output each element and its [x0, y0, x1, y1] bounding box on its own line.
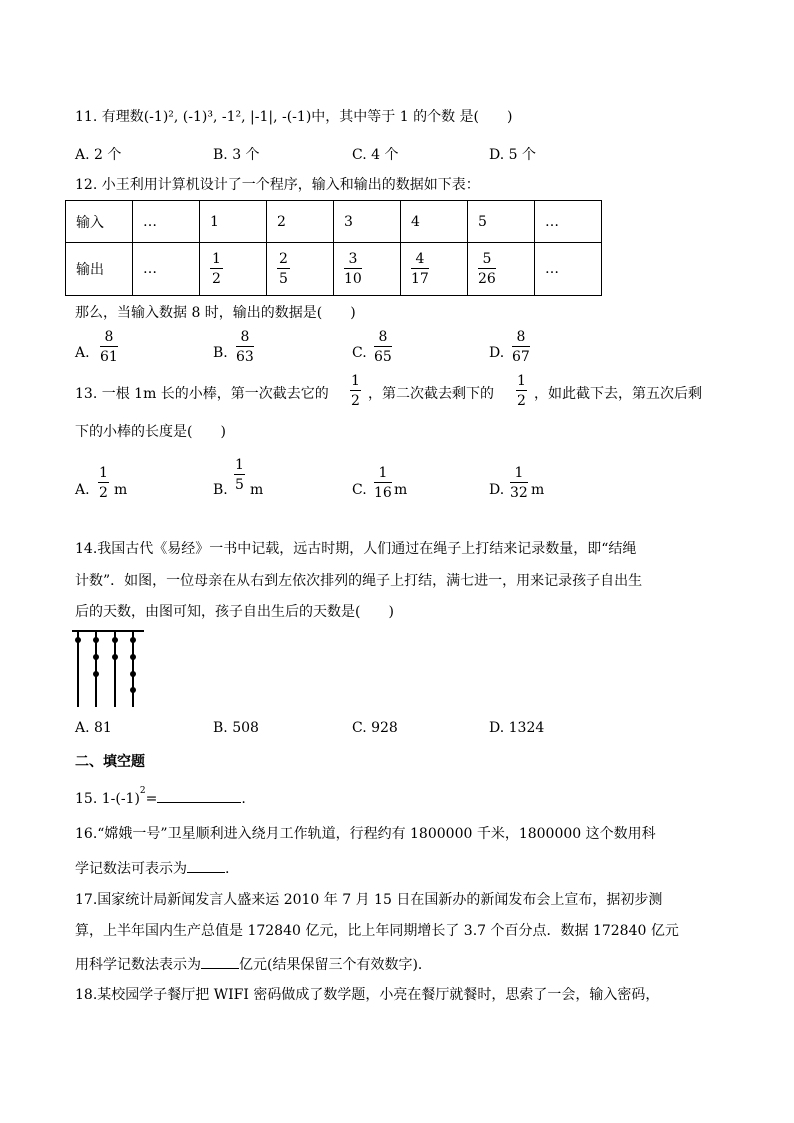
q13-line2: 下的小棒的长度是( ): [75, 424, 226, 440]
fraction: $\frac{4}{17}$: [411, 251, 429, 287]
output-cell: [401, 243, 468, 296]
q14-option-b[interactable]: B. 508: [213, 720, 259, 736]
input-cell: 1: [200, 201, 267, 243]
q12-number: 12.: [75, 177, 98, 193]
output-label: 输出: [66, 243, 133, 296]
knot: [130, 637, 136, 643]
output-row: [66, 243, 602, 296]
q14-option-d[interactable]: D. 1324: [489, 720, 545, 736]
q11-expression: (-1)², (-1)³, -1², |-1|, -(-1): [143, 109, 312, 125]
input-cell: 4: [401, 201, 468, 243]
q12-line: [75, 178, 480, 192]
q12-stem: 小王利用计算机设计了一个程序，输入和输出的数据如下表：: [101, 177, 480, 193]
q13-option-d[interactable]: D.: [489, 482, 505, 498]
knot: [130, 687, 136, 693]
output-cell: [267, 243, 334, 296]
q13-option-c-fraction: $\frac{1}{16}$: [374, 465, 392, 501]
input-cell: 2: [267, 201, 334, 243]
knot: [112, 637, 118, 643]
input-cell: …: [535, 201, 602, 243]
input-cell: 5: [468, 201, 535, 243]
q12-followup: 那么，当输入数据 8 时，输出的数据是( ): [75, 305, 356, 321]
fraction: $\frac{5}{26}$: [478, 251, 496, 287]
q13-option-c-unit: m: [394, 482, 408, 498]
section-title: 二、填空题: [75, 754, 145, 770]
q15-line: 15. $1-(-1)^2=$ .: [75, 786, 246, 807]
q13-line1-part3: ，如此截下去，第五次后剩: [534, 386, 702, 402]
q11-option-a[interactable]: A. 2 个: [75, 147, 122, 163]
q11-option-b[interactable]: B. 3 个: [213, 147, 260, 163]
knot: [93, 671, 99, 677]
q17-answer-blank[interactable]: [201, 956, 239, 969]
io-table: [65, 200, 602, 296]
q13-line1-part1: 13. 一根 1m 长的小棒，第一次截去它的: [75, 386, 329, 402]
q11-option-c[interactable]: C. 4 个: [352, 147, 399, 163]
q14-line1: 14.我国古代《易经》一书中记载，远古时期，人们通过在绳子上打结来记录数量，即“结绳: [75, 541, 637, 557]
fraction: $\frac{3}{10}$: [344, 251, 362, 287]
q16-line2: 学记数法可表示为 .: [75, 861, 230, 877]
q16-answer-blank[interactable]: [187, 860, 225, 873]
knot: [112, 654, 118, 660]
q11-option-d[interactable]: D. 5 个: [489, 147, 536, 163]
q14-line2: 计数”．如图，一位母亲在从右到左依次排列的绳子上打结，满七进一，用来记录孩子自出生: [75, 573, 643, 589]
input-label: 输入: [66, 201, 133, 243]
q12-option-b-fraction: $\frac{8}{63}$: [236, 329, 254, 365]
q13-option-d-unit: m: [531, 482, 545, 498]
q13-option-a-unit: m: [114, 482, 128, 498]
input-row: [66, 201, 602, 243]
knot-rope-figure: [70, 627, 150, 709]
q11-number: 11.: [75, 109, 98, 125]
q14-option-c[interactable]: C. 928: [352, 720, 398, 736]
output-cell: [334, 243, 401, 296]
output-cell: …: [535, 243, 602, 296]
q13-line1-part2: ，第二次截去剩下的: [368, 386, 494, 402]
output-cell: [468, 243, 535, 296]
q15-expression: $1-(-1)^2=$: [101, 786, 158, 807]
q13-option-a[interactable]: A.: [75, 482, 90, 498]
q13-option-b-unit: m: [250, 482, 264, 498]
q11-stem: 有理数: [101, 109, 144, 125]
q12-option-c[interactable]: C.: [352, 345, 367, 361]
q17-line2: 算，上半年国内生产总值是 172840 亿元，比上年同期增长了 3.7 个百分点．数据 172840 亿元: [75, 923, 679, 939]
output-cell: …: [133, 243, 200, 296]
q13-option-c[interactable]: C.: [352, 482, 367, 498]
q14-option-a[interactable]: A. 81: [75, 720, 112, 736]
output-cell: [200, 243, 267, 296]
fraction: $\frac{1}{2}$: [212, 251, 221, 287]
q18-line1: 18.某校园学子餐厅把 WIFI 密码做成了数学题，小亮在餐厅就餐时，思索了一会，输入密码，: [75, 987, 660, 1003]
q17-line3: 用科学记数法表示为 亿元(结果保留三个有效数字)．: [75, 957, 432, 973]
input-cell: …: [133, 201, 200, 243]
q16-line1: 16.“嫦娥一号”卫星顺利进入绕月工作轨道，行程约有 1800000 千米，1800000 这个数用科: [75, 826, 656, 842]
q13-option-d-fraction: $\frac{1}{32}$: [510, 465, 528, 501]
q17-line1: 17.国家统计局新闻发言人盛来运 2010 年 7 月 15 日在国新办的新闻发布会上宣布，据初步测: [75, 892, 663, 908]
q13-fraction-2: $\frac{1}{2}$: [517, 373, 526, 409]
q12-option-d-fraction: $\frac{8}{67}$: [512, 329, 530, 365]
q12-option-a-fraction: $\frac{8}{61}$: [100, 329, 118, 365]
q12-option-d[interactable]: D.: [489, 345, 505, 361]
q12-option-a[interactable]: A.: [75, 345, 90, 361]
knot: [130, 654, 136, 660]
q12-option-c-fraction: $\frac{8}{65}$: [374, 329, 392, 365]
q14-line3: 后的天数，由图可知，孩子自出生后的天数是( ): [75, 604, 394, 620]
knot: [130, 671, 136, 677]
fraction: $\frac{2}{5}$: [279, 251, 288, 287]
q13-option-b[interactable]: B.: [213, 482, 228, 498]
q13-option-a-fraction: $\frac{1}{2}$: [99, 465, 108, 501]
knot: [93, 637, 99, 643]
q11-line: [75, 110, 512, 124]
knot: [93, 654, 99, 660]
q13-option-b-fraction: $\frac{1}{5}$: [235, 457, 244, 493]
q12-option-b[interactable]: B.: [213, 345, 228, 361]
q11-stem-after: 中，其中等于 1 的个数 是( ): [311, 109, 513, 125]
q13-fraction-1: $\frac{1}{2}$: [351, 373, 360, 409]
knot: [75, 637, 81, 643]
q15-answer-blank[interactable]: [157, 790, 241, 803]
input-cell: 3: [334, 201, 401, 243]
